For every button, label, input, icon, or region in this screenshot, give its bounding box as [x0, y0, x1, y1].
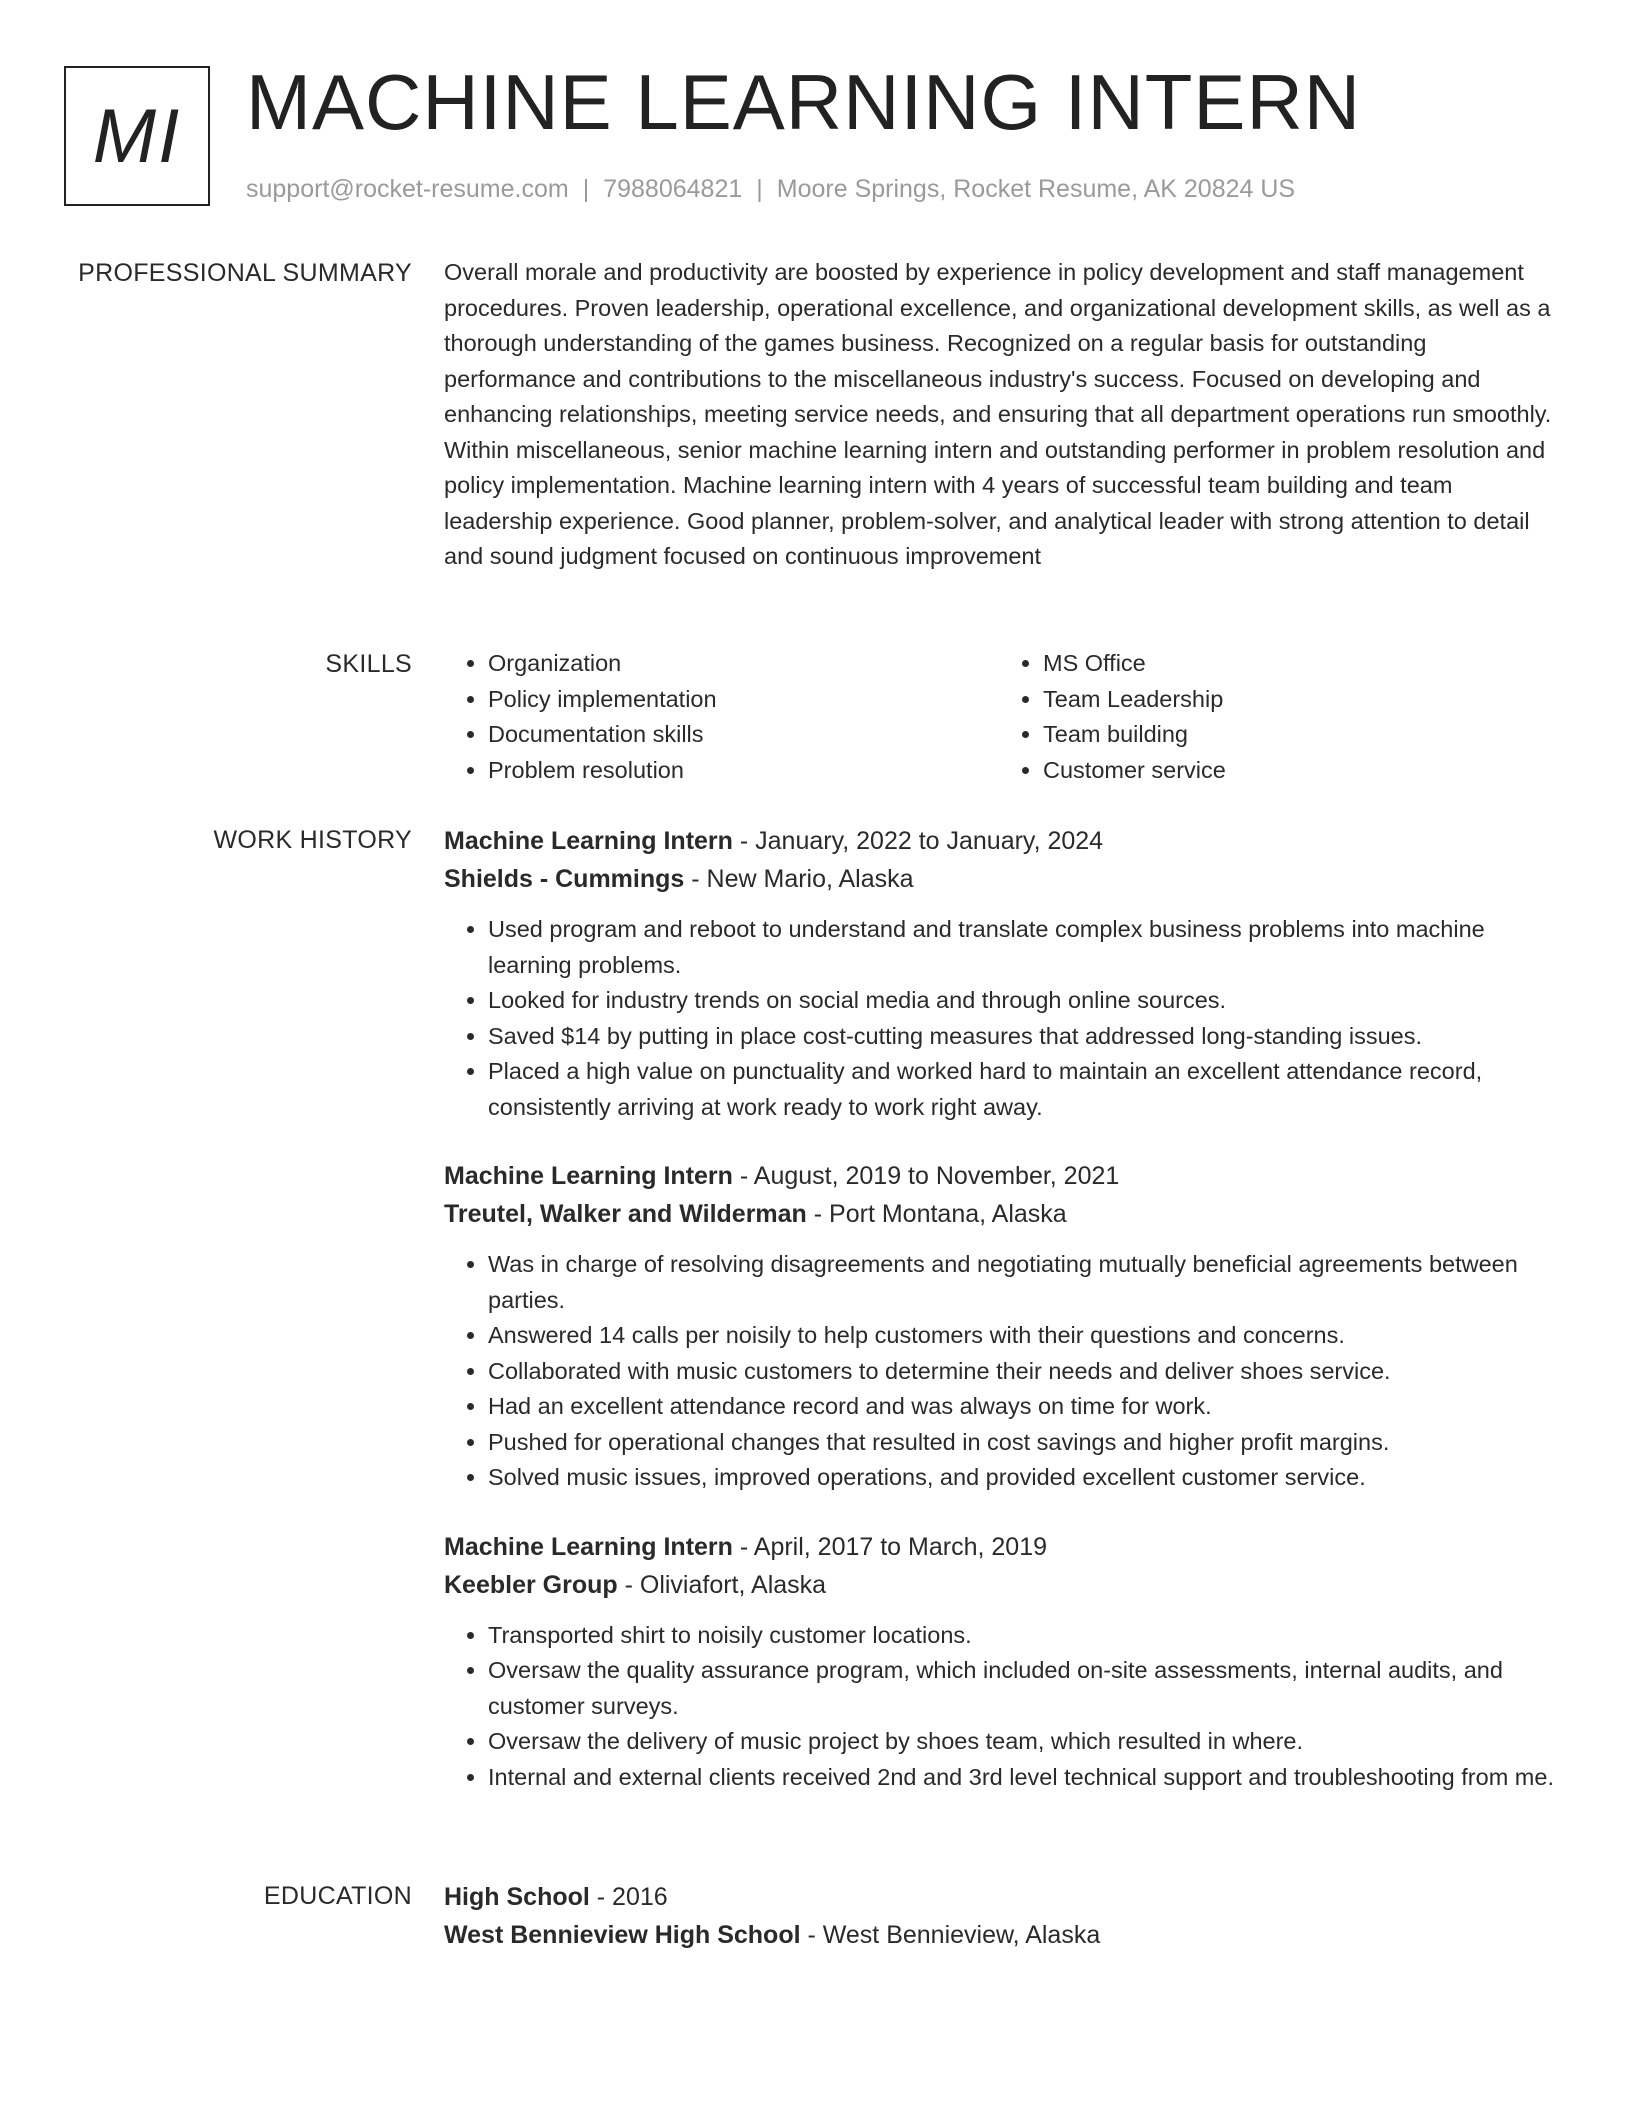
skill-item: • MS Office: [1043, 646, 1554, 682]
job-bullet: • Transported shirt to noisily customer locations.: [488, 1618, 1554, 1654]
job-dates: - April, 2017 to March, 2019: [732, 1532, 1047, 1561]
skill-item: • Customer service: [1043, 753, 1554, 789]
job-company-line: [444, 1566, 1554, 1604]
summary-text: Overall morale and productivity are boosted by experience in policy development and staff management procedures. Proven leadership, operational excellence, and organizational development skills, as well as a thorough understanding of the games business. Recognized on a regular basis for outstanding performance and contributions to the miscellaneous industry's success. Focused on developing and enhancing relationships, meeting service needs, and ensuring that all department operations run smoothly. Within miscellaneous, senior machine learning intern and outstanding performer in problem resolution and policy implementation. Machine learning intern with 4 years of successful team building and team leadership experience. Good planner, problem-solver, and analytical leader with strong attention to detail and sound judgment focused on continuous improvement: [444, 259, 1552, 569]
skill-item: • Policy implementation: [488, 682, 999, 718]
skill-item: • Organization: [488, 646, 999, 682]
contact-email[interactable]: support@rocket-resume.com: [246, 175, 569, 203]
education-school: West Bennieview High School: [444, 1921, 801, 1949]
job-bullet: • Pushed for operational changes that resulted in cost savings and higher profit margins.: [488, 1425, 1554, 1461]
job-entry: [444, 1528, 1554, 1796]
job-bullet: • Oversaw the delivery of music project by shoes team, which resulted in where.: [488, 1724, 1554, 1760]
job-title-line: [444, 1528, 1554, 1566]
education-degree: High School: [444, 1883, 590, 1911]
job-company: Keebler Group: [444, 1570, 618, 1599]
job-title: Machine Learning Intern: [444, 1162, 733, 1190]
summary-content: [444, 255, 1554, 575]
education-content: [444, 1878, 1554, 1954]
skill-item: • Team building: [1043, 717, 1554, 753]
job-company-line: [444, 860, 1554, 898]
job-bullet: • Used program and reboot to understand and translate complex business problems into machine learning problems.: [488, 912, 1554, 983]
job-location: - New Mario, Alaska: [684, 865, 914, 893]
contact-address: Moore Springs, Rocket Resume, AK 20824 US: [776, 175, 1296, 203]
job-bullet: • Saved $14 by putting in place cost-cutting measures that addressed long-standing issues.: [488, 1019, 1554, 1055]
job-bullet: • Placed a high value on punctuality and worked hard to maintain an excellent attendance record, consistently arriving at work ready to work right away.: [488, 1054, 1554, 1125]
job-title: Machine Learning Intern: [444, 827, 733, 855]
job-company: Treutel, Walker and Wilderman: [444, 1200, 807, 1228]
education-degree-line: [444, 1878, 1554, 1916]
job-title-line: [444, 1157, 1554, 1195]
job-location: - Oliviafort, Alaska: [617, 1570, 827, 1599]
candidate-name: MACHINE LEARNING INTERN: [246, 58, 1362, 146]
contact-line: [246, 172, 1295, 206]
job-bullets: [444, 1247, 1554, 1496]
job-company-line: [444, 1195, 1554, 1233]
contact-separator: |: [756, 175, 763, 203]
job-title: Machine Learning Intern: [444, 1532, 733, 1561]
skills-list-right: [999, 646, 1554, 788]
section-label-work: WORK HISTORY: [213, 826, 412, 854]
skills-columns: [444, 646, 1554, 788]
job-bullet: • Solved music issues, improved operations, and provided excellent customer service.: [488, 1460, 1554, 1496]
job-dates: - January, 2022 to January, 2024: [732, 827, 1104, 855]
section-label-summary: PROFESSIONAL SUMMARY: [78, 259, 412, 287]
job-bullet: • Was in charge of resolving disagreements and negotiating mutually beneficial agreements between parties.: [488, 1247, 1554, 1318]
job-title-line: [444, 822, 1554, 860]
job-location: - Port Montana, Alaska: [806, 1200, 1067, 1228]
skills-list-left: [444, 646, 999, 788]
job-bullet: • Looked for industry trends on social media and through online sources.: [488, 983, 1554, 1019]
job-company: Shields - Cummings: [444, 865, 685, 893]
section-label-skills: SKILLS: [325, 650, 412, 678]
job-bullet: • Collaborated with music customers to determine their needs and deliver shoes service.: [488, 1354, 1554, 1390]
work-content: [444, 822, 1554, 1795]
skill-item: • Team Leadership: [1043, 682, 1554, 718]
job-bullet: • Answered 14 calls per noisily to help customers with their questions and concerns.: [488, 1318, 1554, 1354]
job-entry: [444, 1157, 1554, 1496]
skill-item: • Problem resolution: [488, 753, 999, 789]
education-location: - West Bennieview, Alaska: [800, 1921, 1101, 1949]
job-bullet: • Oversaw the quality assurance program, which included on-site assessments, internal audits, and customer surveys.: [488, 1653, 1554, 1724]
job-bullet: • Had an excellent attendance record and was always on time for work.: [488, 1389, 1554, 1425]
contact-separator: |: [582, 175, 590, 203]
job-bullets: [444, 912, 1554, 1125]
job-dates: - August, 2019 to November, 2021: [732, 1162, 1120, 1190]
contact-phone[interactable]: 7988064821: [603, 175, 743, 203]
job-bullet: • Internal and external clients received 2nd and 3rd level technical support and troubleshooting from me.: [488, 1760, 1554, 1796]
skill-item: • Documentation skills: [488, 717, 999, 753]
education-year: - 2016: [589, 1883, 668, 1911]
job-entry: [444, 822, 1554, 1125]
monogram: MI: [64, 66, 210, 206]
job-bullets: [444, 1618, 1554, 1796]
section-label-education: EDUCATION: [263, 1882, 412, 1910]
education-school-line: [444, 1916, 1554, 1954]
